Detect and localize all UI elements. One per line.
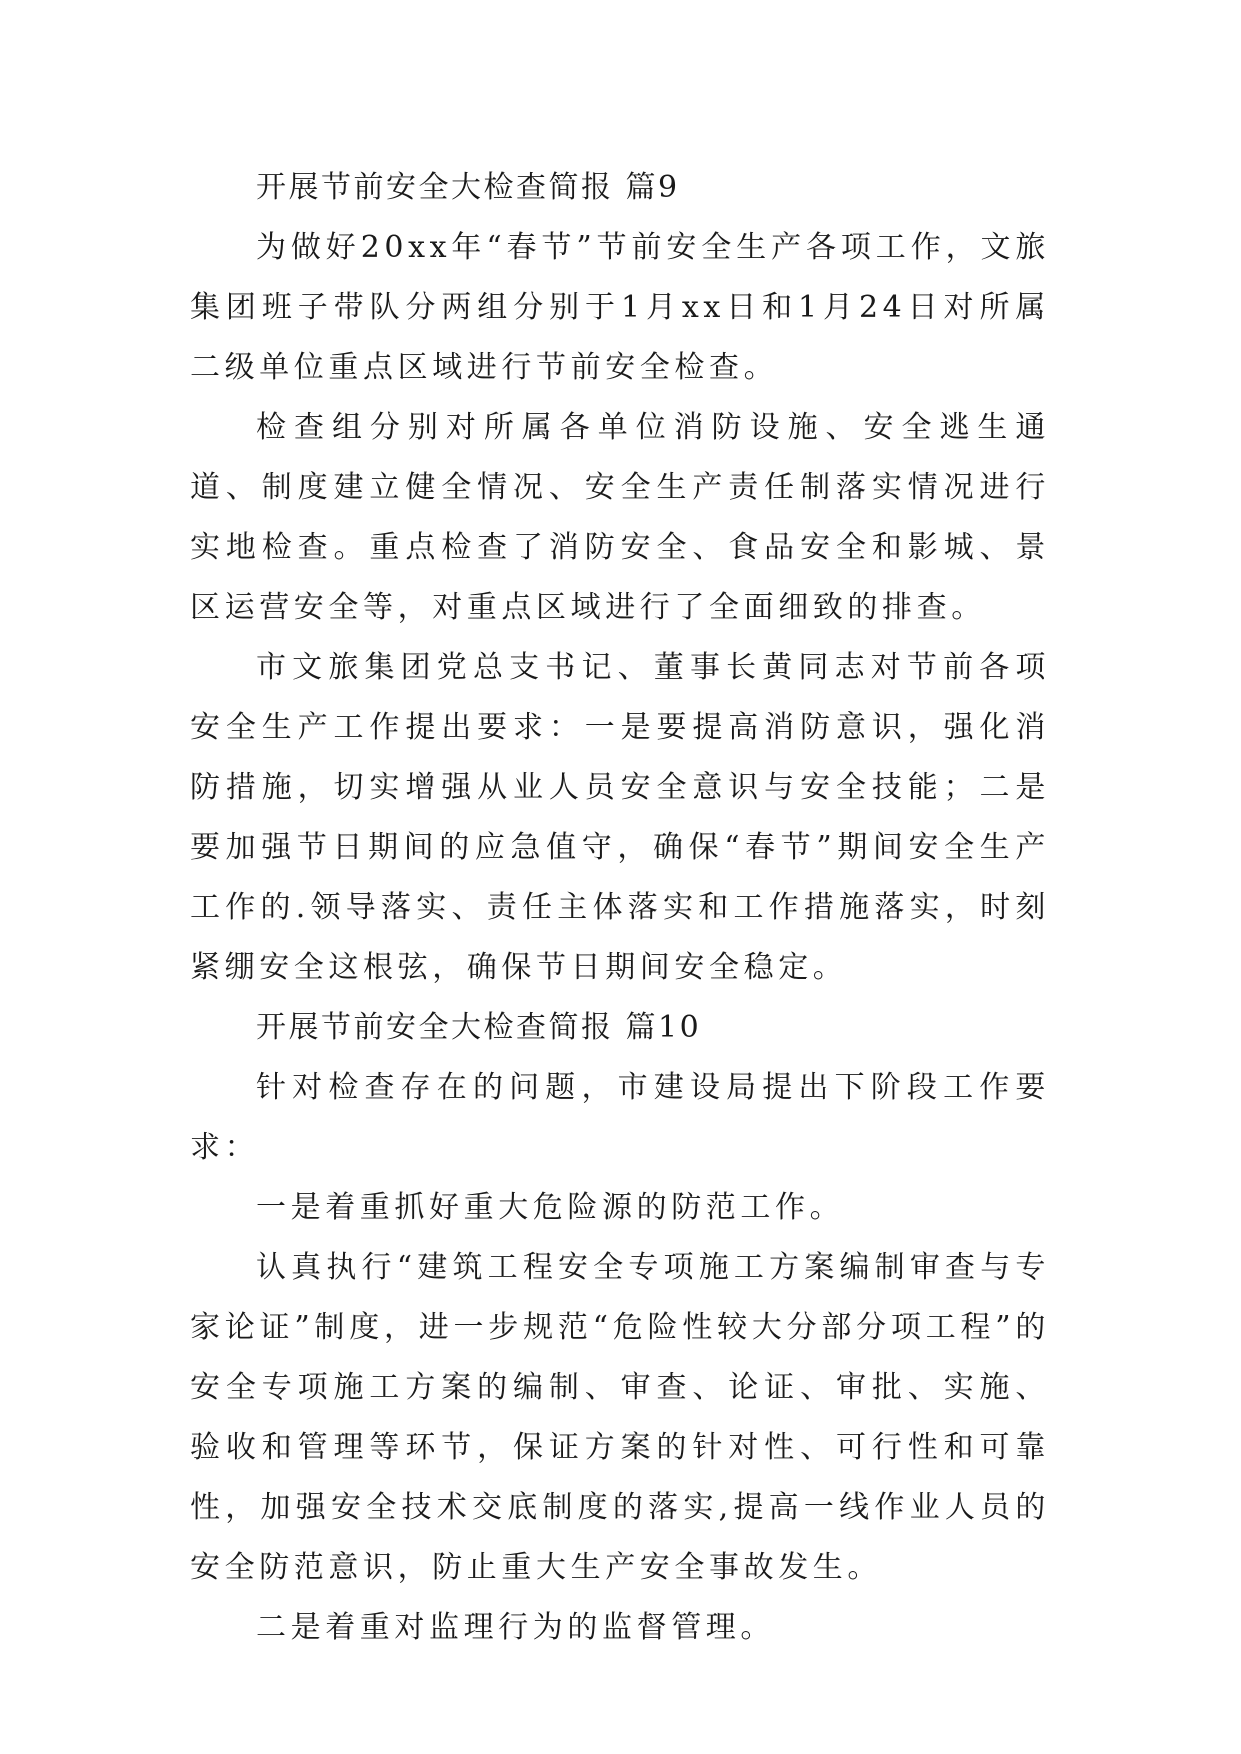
paragraph: 二是着重对监理行为的监督管理。 bbox=[256, 1610, 775, 1645]
paragraph: 一是着重抓好重大危险源的防范工作。 bbox=[256, 1190, 845, 1225]
paragraph: 检查组分别对所属各单位消防设施、安全逃生通道、制度建立健全情况、安全生产责任制落实情况进行实地检查。重点检查了消防安全、食品安全和影城、景区运营安全等，对重点区域进行了全面细致的排查。 bbox=[190, 410, 1050, 625]
document-page bbox=[190, 158, 1050, 1658]
section-heading: 开展节前安全大检查简报 篇10 bbox=[256, 1010, 702, 1045]
paragraph: 为做好20xx年“春节”节前安全生产各项工作，文旅集团班子带队分两组分别于1月xx日和1月24日对所属二级单位重点区域进行节前安全检查。 bbox=[190, 230, 1050, 385]
paragraph: 市文旅集团党总支书记、董事长黄同志对节前各项安全生产工作提出要求：一是要提高消防意识，强化消防措施，切实增强从业人员安全意识与安全技能；二是要加强节日期间的应急值守，确保“春节”期间安全生产工作的.领导落实、责任主体落实和工作措施落实，时刻紧绷安全这根弦，确保节日期间安全稳定。 bbox=[190, 650, 1050, 985]
paragraph: 针对检查存在的问题，市建设局提出下阶段工作要求： bbox=[190, 1070, 1050, 1165]
paragraph: 认真执行“建筑工程安全专项施工方案编制审查与专家论证”制度，进一步规范“危险性较大分部分项工程”的安全专项施工方案的编制、审查、论证、审批、实施、验收和管理等环节，保证方案的针对性、可行性和可靠性，加强安全技术交底制度的落实,提高一线作业人员的安全防范意识，防止重大生产安全事故发生。 bbox=[190, 1250, 1050, 1585]
section-heading: 开展节前安全大检查简报 篇9 bbox=[256, 170, 680, 205]
